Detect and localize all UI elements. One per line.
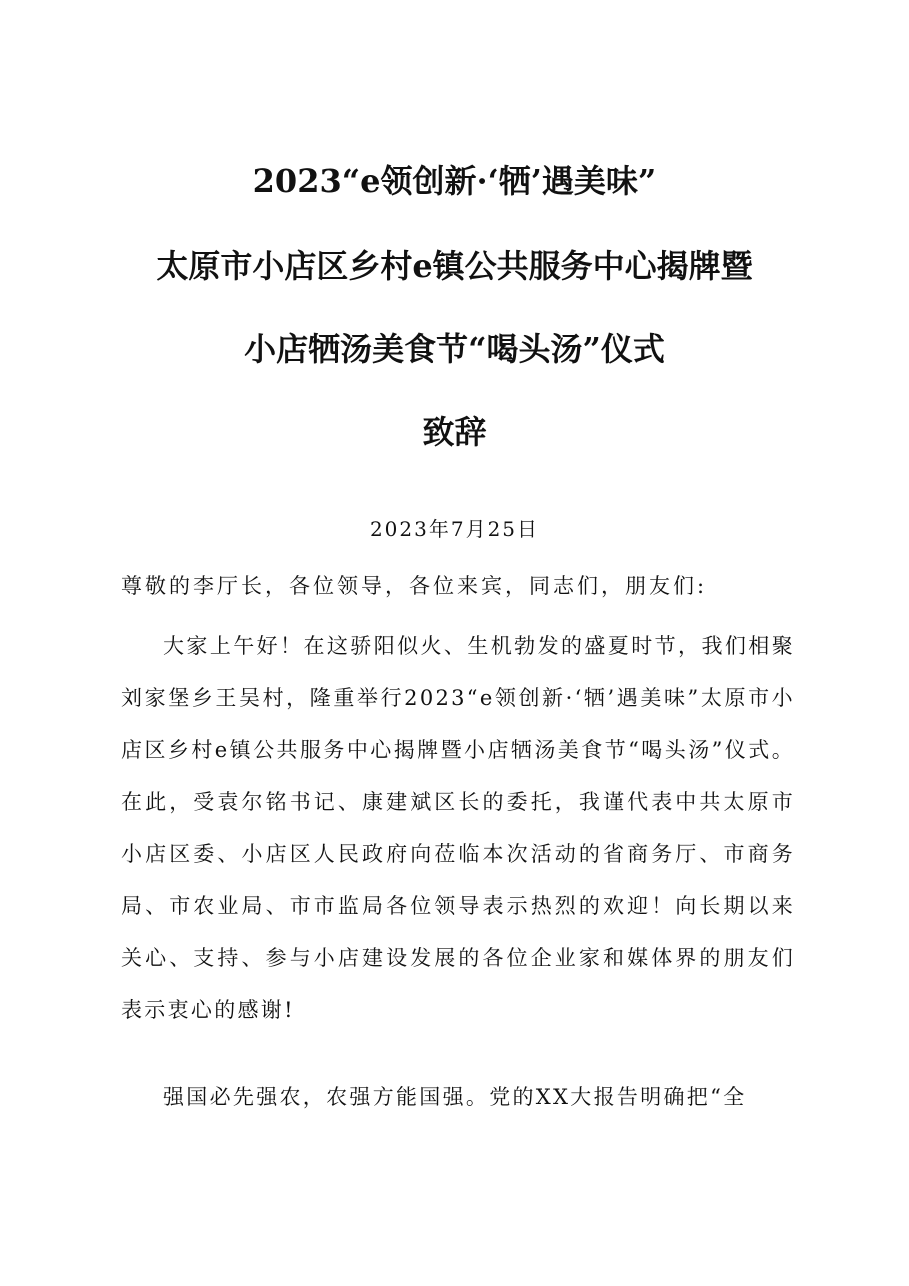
title-line-3: 小店牺汤美食节“喝头汤”仪式: [244, 330, 665, 368]
speech-date: 2023年7月25日: [369, 517, 540, 541]
body-paragraph: 强国必先强农，农强方能国强。党的XX大报告明确把“全: [163, 1085, 747, 1109]
title-line-1: 2023“e领创新·‘牺’遇美味”: [252, 162, 657, 200]
title-line-2: 太原市小店区乡村e镇公共服务中心揭牌暨: [156, 247, 753, 285]
body-paragraph: 大家上午好！在这骄阳似火、生机勃发的盛夏时节，我们相聚刘家堡乡王吴村，隆重举行2023“e领创新·‘牺’遇美味”太原市小店区乡村e镇公共服务中心揭牌暨小店牺汤美食节“喝头汤”仪式。在此，受袁尔铭书记、康建斌区长的委托，我谨代表中共太原市小店区委、小店区人民政府向莅临本次活动的省商务厅、市商务局、市农业局、市市监局各位领导表示热烈的欢迎！向长期以来关心、支持、参与小店建设发展的各位企业家和媒体界的朋友们表示衷心的感谢!: [121, 634, 795, 1022]
salutation: 尊敬的李厅长，各位领导，各位来宾，同志们，朋友们:: [121, 574, 708, 598]
title-line-4: 致辞: [422, 413, 487, 451]
